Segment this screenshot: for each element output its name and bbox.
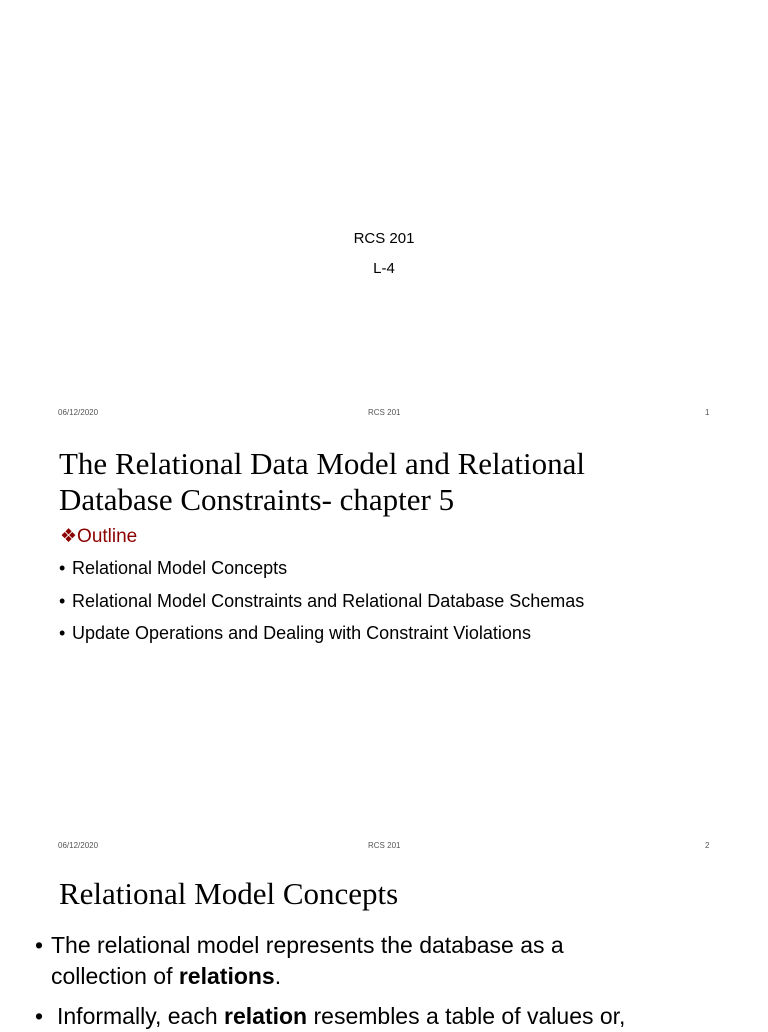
footer-date: 06/12/2020 (58, 841, 99, 850)
bullet-dot-icon: • (35, 1003, 44, 1029)
bullet-dot-icon: • (59, 591, 66, 611)
lecture-label: L-4 (373, 260, 395, 277)
outline-heading (60, 525, 137, 548)
footer-page-number: 1 (705, 408, 710, 417)
bullet-dot-icon: • (59, 623, 66, 643)
list-item (59, 623, 531, 644)
bullet-text: Update Operations and Dealing with Constraint Violations (72, 623, 531, 643)
course-code: RCS 201 (353, 230, 415, 247)
bullet-dot-icon: • (35, 932, 44, 958)
footer-page-number: 2 (705, 841, 710, 850)
list-item (59, 591, 584, 612)
bullet-text: Relational Model Concepts (72, 558, 288, 578)
bullet-text: The relational model represents the database as a collection of relations. (51, 932, 564, 989)
list-item (35, 1001, 755, 1032)
footer-course: RCS 201 (368, 408, 401, 417)
list-item (59, 558, 287, 579)
bullet-text: Relational Model Constraints and Relational Database Schemas (72, 591, 585, 611)
outline-label: Outline (77, 526, 138, 547)
footer-date: 06/12/2020 (58, 408, 99, 417)
slide-title: The Relational Data Model and Relational Database Constraints- chapter 5 (59, 446, 585, 517)
footer-course: RCS 201 (368, 841, 401, 850)
diamond-bullet-icon: ❖ (60, 526, 78, 547)
bullet-text: Informally, each relation resembles a table of values or, (57, 1003, 626, 1029)
list-item (35, 930, 655, 992)
slide-title: Relational Model Concepts (59, 876, 399, 911)
bullet-dot-icon: • (59, 558, 66, 578)
